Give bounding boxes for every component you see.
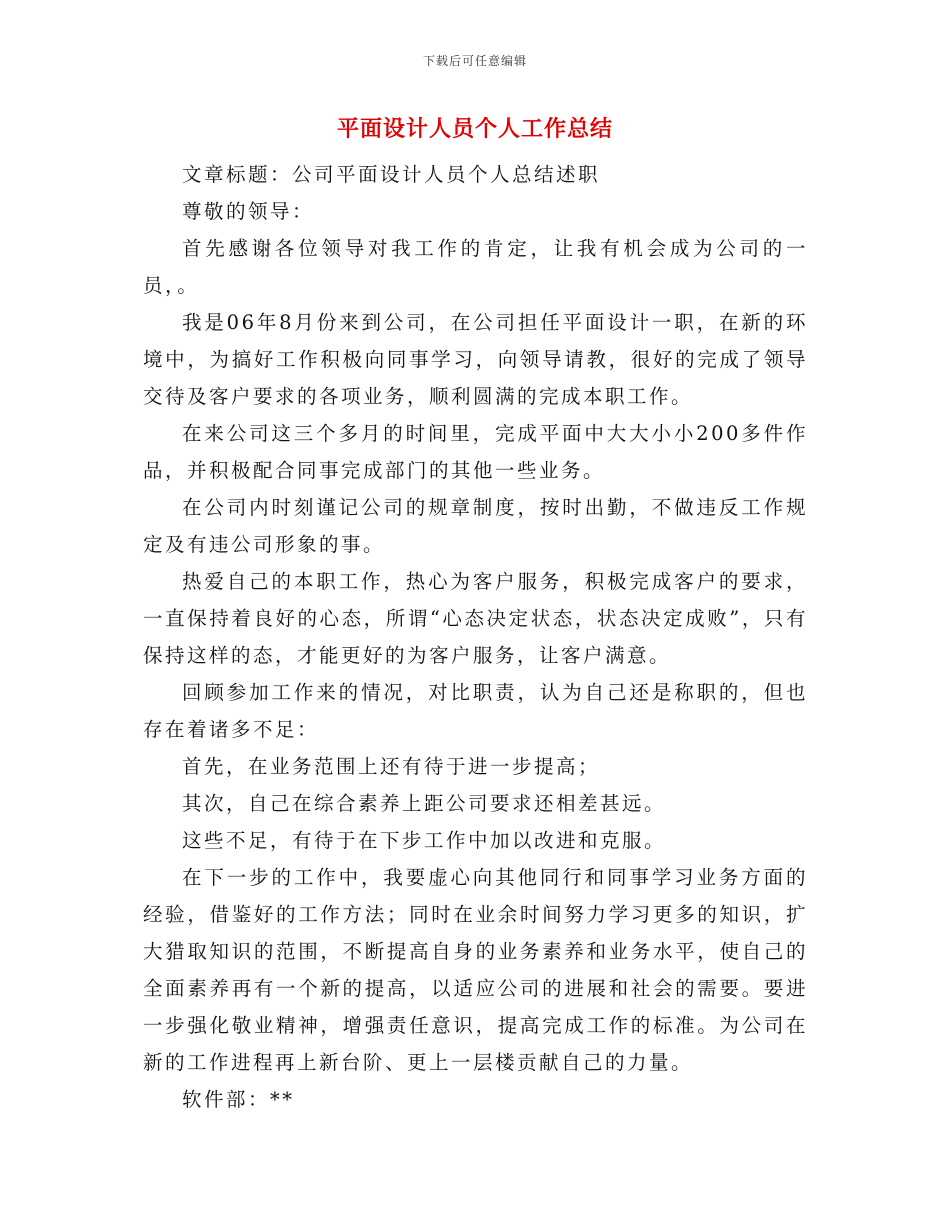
header-note: 下载后可任意编辑 — [422, 54, 527, 68]
document-body — [143, 156, 808, 1118]
paragraph: 在来公司这三个多月的时间里，完成平面中大大小小200多件作品，并积极配合同事完成部门的其他一些业务。 — [143, 422, 808, 482]
document-title: 平面设计人员个人工作总结 — [336, 116, 613, 142]
paragraph-signature: 软件部：** — [182, 1088, 295, 1111]
paragraph: 首先，在业务范围上还有待于进一步提高； — [182, 755, 601, 778]
paragraph: 首先感谢各位领导对我工作的肯定，让我有机会成为公司的一员，。 — [143, 237, 808, 297]
paragraph: 在公司内时刻谨记公司的规章制度，按时出勤，不做违反工作规定及有违公司形象的事。 — [143, 496, 808, 556]
paragraph: 在下一步的工作中，我要虚心向其他同行和同事学习业务方面的经验，借鉴好的工作方法；同时在业余时间努力学习更多的知识，扩大猎取知识的范围，不断提高自身的业务素养和业务水平，使自己的全面素养再有一个新的提高，以适应公司的进展和社会的需要。要进一步强化敬业精神，增强责任意识，提高完成工作的标准。为公司在新的工作进程再上新台阶、更上一层楼贡献自己的力量。 — [143, 866, 808, 1074]
paragraph-salutation: 尊敬的领导： — [182, 200, 315, 223]
paragraph-article-title: 文章标题：公司平面设计人员个人总结述职 — [182, 163, 601, 186]
paragraph: 其次，自己在综合素养上距公司要求还相差甚远。 — [182, 792, 667, 815]
paragraph: 这些不足，有待于在下步工作中加以改进和克服。 — [182, 829, 667, 852]
paragraph: 我是06年8月份来到公司，在公司担任平面设计一职，在新的环境中，为搞好工作积极向同事学习，向领导请教，很好的完成了领导交待及客户要求的各项业务，顺利圆满的完成本职工作。 — [143, 311, 808, 408]
paragraph: 回顾参加工作来的情况，对比职责，认为自己还是称职的，但也存在着诸多不足： — [143, 681, 808, 741]
paragraph: 热爱自己的本职工作，热心为客户服务，积极完成客户的要求，一直保持着良好的心态，所谓“心态决定状态，状态决定成败”，只有保持这样的态，才能更好的为客户服务，让客户满意。 — [143, 570, 808, 667]
